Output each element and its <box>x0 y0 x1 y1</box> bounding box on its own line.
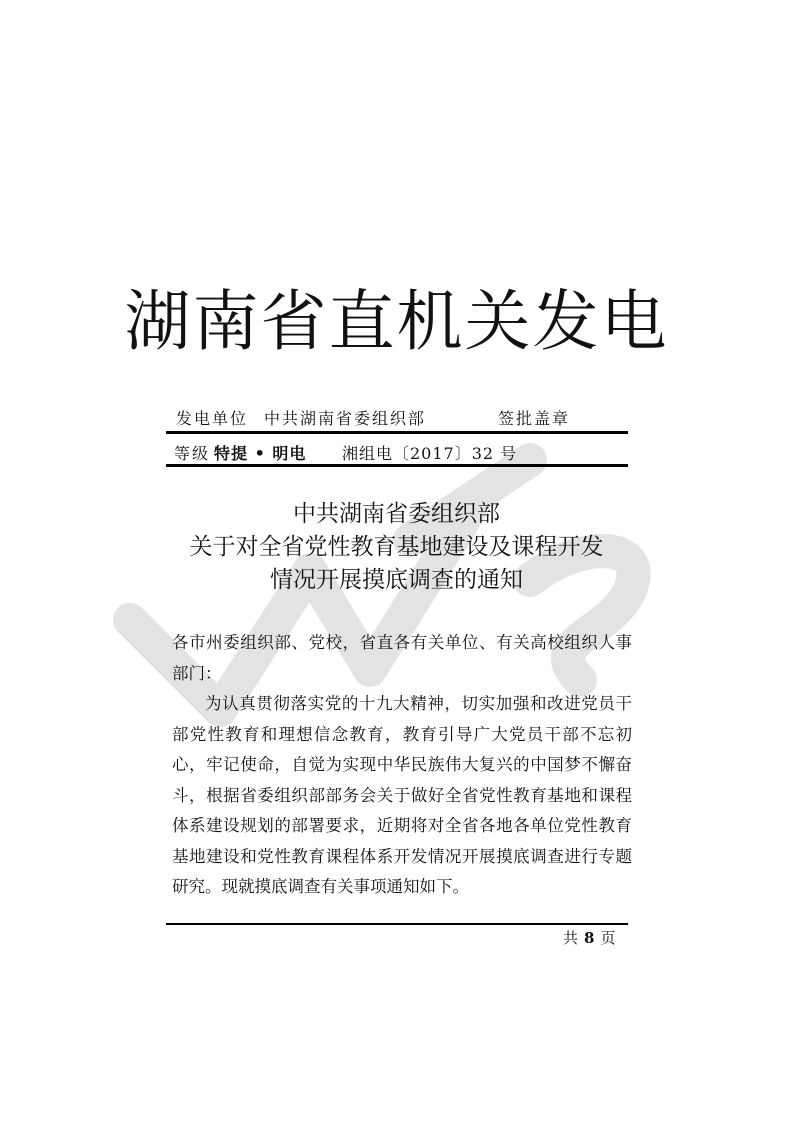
document-header-title: 湖南省直机关发电 <box>124 283 669 360</box>
header-divider-bottom <box>166 464 628 467</box>
sender-label: 发电单位 <box>176 409 249 428</box>
page-count-prefix: 共 <box>563 929 579 947</box>
sign-seal-label: 签批盖章 <box>498 409 571 428</box>
grade-value: 特提 • 明电 <box>214 444 307 463</box>
header-divider-top <box>166 431 628 434</box>
document-number: 湘组电〔2017〕32 号 <box>342 444 518 463</box>
notice-title-line: 中共湖南省委组织部 <box>293 501 500 527</box>
page-count <box>563 927 615 948</box>
grade-label: 等级 <box>174 444 211 463</box>
notice-title-line: 关于对全省党性教育基地建设及课程开发 <box>189 534 604 560</box>
body-paragraph: 为认真贯彻落实党的十九大精神，切实加强和改进党员干部党性教育和理想信念教育，教育引导广大党员干部不忘初心，牢记使命，自觉为实现中华民族伟大复兴的中国梦不懈奋斗，根据省委组织部部务会关于做好全省党性教育基地和课程体系建设规划的部署要求，近期将对全省各地各单位党性教育基地建设和党性教育课程体系开发情况开展摸底调查进行专题研究。现就摸底调查有关事项通知如下。 <box>172 694 632 896</box>
notice-title-line: 情况开展摸底调查的通知 <box>270 567 523 593</box>
page-count-number: 8 <box>584 929 595 947</box>
sender-value: 中共湖南省委组织部 <box>264 409 427 428</box>
notice-title <box>0 498 793 597</box>
footer-divider <box>166 923 628 925</box>
salutation: 各市州委组织部、党校，省直各有关单位、有关高校组织人事部门： <box>172 633 632 683</box>
page-count-suffix: 页 <box>600 929 616 947</box>
notice-body <box>172 628 632 903</box>
